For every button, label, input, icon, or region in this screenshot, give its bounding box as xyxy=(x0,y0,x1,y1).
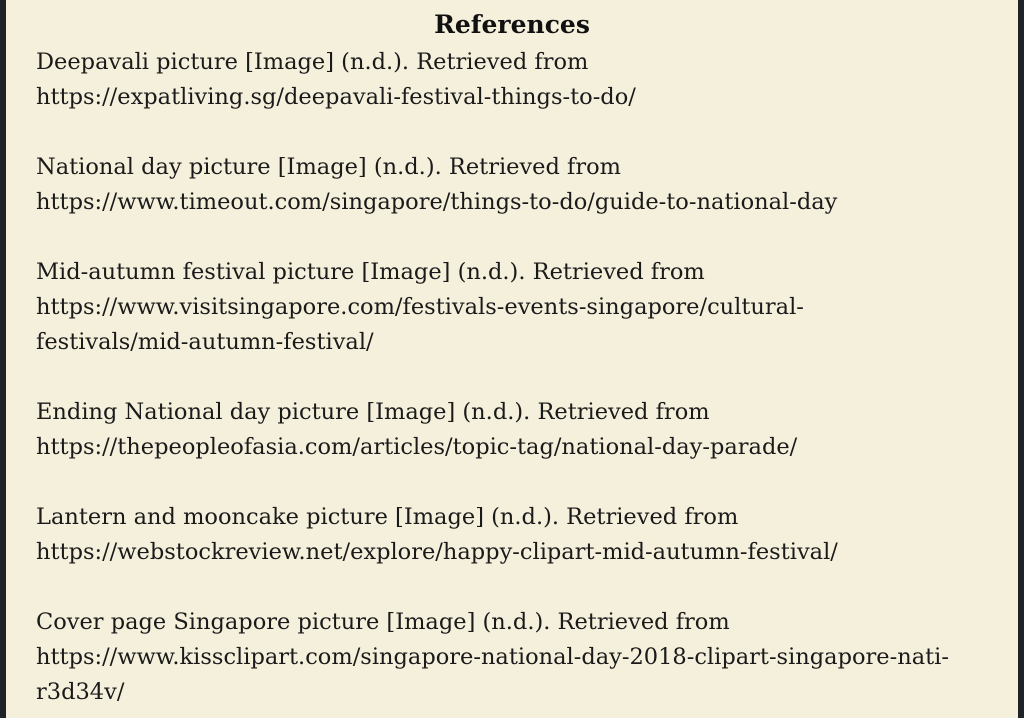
reference-url: https://www.visitsingapore.com/festivals-events-singapore/cultural- xyxy=(36,294,804,320)
page-title: References xyxy=(434,10,590,39)
reference-entry xyxy=(36,150,1006,220)
reference-citation: Mid-autumn festival picture [Image] (n.d.). Retrieved from xyxy=(36,259,705,285)
reference-url: https://thepeopleofasia.com/articles/topic-tag/national-day-parade/ xyxy=(36,434,798,460)
reference-entry xyxy=(36,500,1006,570)
reference-entry xyxy=(36,395,1006,465)
reference-citation: Lantern and mooncake picture [Image] (n.d.). Retrieved from xyxy=(36,504,739,530)
reference-entry xyxy=(36,45,1006,115)
reference-url: https://webstockreview.net/explore/happy-clipart-mid-autumn-festival/ xyxy=(36,539,838,565)
reference-citation: Cover page Singapore picture [Image] (n.d.). Retrieved from xyxy=(36,609,730,635)
reference-url: https://expatliving.sg/deepavali-festival-things-to-do/ xyxy=(36,84,636,110)
reference-citation: National day picture [Image] (n.d.). Retrieved from xyxy=(36,154,622,180)
reference-url: https://www.timeout.com/singapore/things-to-do/guide-to-national-day xyxy=(36,189,838,215)
references-list xyxy=(36,45,1006,718)
reference-entry xyxy=(36,605,1006,710)
references-page xyxy=(6,0,1018,718)
reference-entry xyxy=(36,255,1006,360)
reference-url-continued: festivals/mid-autumn-festival/ xyxy=(36,329,374,355)
reference-url: https://www.kissclipart.com/singapore-national-day-2018-clipart-singapore-nati- xyxy=(36,644,949,670)
reference-citation: Deepavali picture [Image] (n.d.). Retrieved from xyxy=(36,49,589,75)
reference-url-continued: r3d34v/ xyxy=(36,679,125,705)
reference-citation: Ending National day picture [Image] (n.d.). Retrieved from xyxy=(36,399,710,425)
